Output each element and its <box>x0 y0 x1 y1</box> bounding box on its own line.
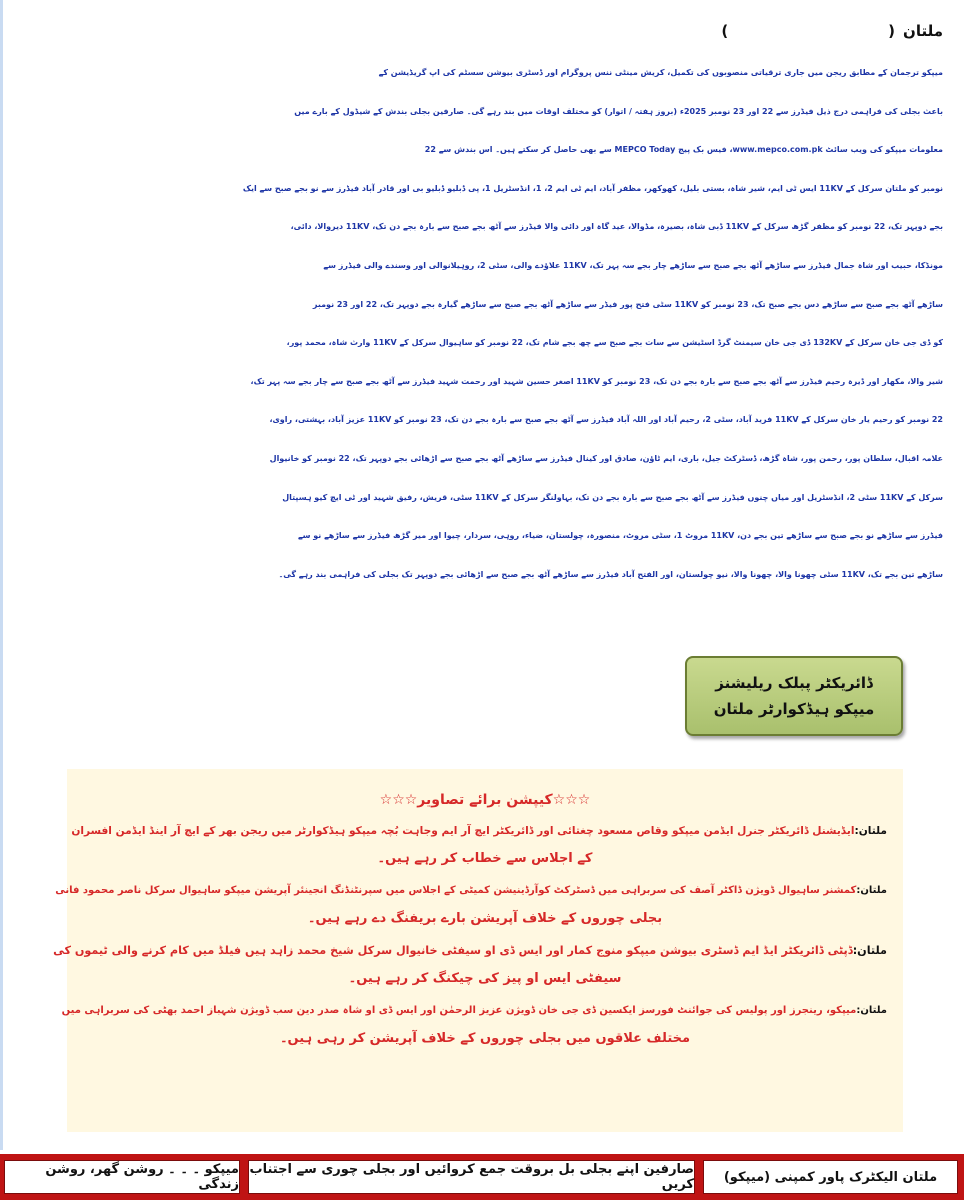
photo-captions-box <box>53 769 903 1132</box>
caption-text: ایڈیشنل ڈائریکٹر جنرل ایڈمن میپکو وقاص مسعود چغتائی اور ڈائریکٹر ایچ آر ایم وجاہت بُچہ میپکو ہیڈکوارٹر میں ریجن بھر کے ایچ آر اینڈ ایڈمن افسران <box>71 825 855 837</box>
captions-title: ☆☆☆کیپشن برائے تصاویر☆☆☆ <box>379 792 591 808</box>
footer-bar <box>0 1154 964 1200</box>
body-line: فیڈرز سے ساڑھے نو بجے صبح سے ساڑھے تین بجے دن، 11KV مروٹ 1، سٹی مروٹ، منصورہ، چولستان، ضیاء، روہی، سردار، چیوا اور میر گڑھ فیڈرز سے ساڑھے نو سے <box>297 531 943 541</box>
caption-place: ملتان: <box>856 885 887 896</box>
body-line: ساڑھے تین بجے تک، 11KV سٹی چھونا والا، چھونا والا، نیو چولستان، اور الفتح آباد فیڈرز سے ساڑھے آٹھ بجے صبح سے اڑھائی بجے دوپہر تک بجلی کی فراہمی بند رہے گی۔ <box>278 569 943 579</box>
signature-title: ڈائریکٹر پبلک ریلیشنز <box>715 674 873 692</box>
body-line: ساڑھے آٹھ بجے صبح سے ساڑھے دس بجے صبح تک، 23 نومبر کو 11KV سٹی فتح پور فیڈر سے ساڑھے آٹھ بجے صبح سے ساڑھے گیارہ بجے دوپہر تک، 22 اور 23 نومبر <box>312 299 943 309</box>
body-line: علامہ اقبال، سلطان پور، رحمن پور، شاہ گڑھ، ڈسٹرکٹ جیل، باری، ایم ٹاؤن، صادق اور کینال فیڈرز سے ساڑھے آٹھ بجے صبح سے اڑھائی بجے دوپہر تک، 22 نومبر کو خانیوال <box>269 453 943 463</box>
body-line: باعث بجلی کی فراہمی درج ذیل فیڈرز سے 22 اور 23 نومبر 2025ء (بروز ہفتہ / اتوار) کو مختلف اوقات میں بند رہے گی۔ صارفین بجلی بندش کے شیڈول کے بارے میں <box>294 106 943 116</box>
caption-place: ملتان: <box>856 1005 887 1016</box>
caption-text: میپکو، رینجرز اور پولیس کی جوائنٹ فورسز ایکسین ڈی جی خان ڈویژن عزیز الرحمٰن اور ایس ڈی او شاہ صدر دین سب ڈویژن شہباز احمد بھٹی کی سربراہی میں <box>61 1005 857 1016</box>
body-line: مونڈکا، حبیب اور شاہ جمال فیڈرز سے ساڑھے آٹھ بجے صبح سے ساڑھے چار بجے سہ پہر تک، 11KV علاؤدے والی، سٹی 2، روہیلانوالی اور وسندے والی فیڈرز سے <box>323 260 943 270</box>
caption-text: ڈپٹی ڈائریکٹر ایڈ ایم ڈسٹری بیوشن میپکو منوج کمار اور ایس ڈی او سیفٹی خانیوال سرکل شیخ محمد زاہد ہیں فیلڈ میں کام کرنے والی ٹیموں کی <box>53 944 853 957</box>
footer-message: صارفین اپنے بجلی بل بروقت جمع کروائیں اور بجلی چوری سے اجتناب کریں <box>249 1162 694 1192</box>
body-line: 22 نومبر کو رحیم یار خان سرکل کے 11KV فرید آباد، سٹی 2، رحیم آباد اور اللہ آباد فیڈرز سے آٹھ بجے صبح سے بارہ بجے دن تک، 23 نومبر کو 11KV عزیز آباد، بہشتی، راوی، <box>269 415 943 425</box>
signature-office: میپکو ہیڈکوارٹر ملتان <box>713 700 875 718</box>
caption-text-continued: بجلی چوروں کے خلاف آپریشن بارے بریفنگ دے رہے ہیں۔ <box>307 911 663 926</box>
footer-slogan: میپکو ۔ ۔ ۔ روشن گھر، روشن زندگی <box>4 1160 240 1194</box>
body-line: میپکو ترجمان کے مطابق ریجن میں جاری ترقیاتی منصوبوں کی تکمیل، کریش مینٹی ننس پروگرام اور ڈسٹری بیوشن سسٹم کی اپ گریڈیشن کے <box>378 68 943 77</box>
caption-text-continued: کے اجلاس سے خطاب کر رہے ہیں۔ <box>377 851 593 866</box>
caption-place: ملتان: <box>854 825 887 837</box>
dateline-bracket-close: ) <box>721 22 729 40</box>
body-line: کو ڈی جی خان سرکل کے 132KV ڈی جی خان سیمنٹ گرڈ اسٹیشن سے سات بجے صبح سے چھ بجے شام تک، 22 نومبر کو ساہیوال سرکل کے 11KV وارث شاہ، محمد پور، <box>286 338 943 348</box>
dateline-place: ملتان <box>903 22 943 40</box>
press-release-body <box>43 54 943 594</box>
caption-text-continued: سیفٹی ایس او پیز کی چیکنگ کر رہے ہیں۔ <box>348 971 622 986</box>
body-line: شیر والا، مکھار اور ڈیرہ رحیم فیڈرز سے آٹھ بجے صبح سے بارہ بجے دن تک، 23 نومبر کو 11KV اصغر حسین شہید اور رحمت شہید فیڈرز سے آٹھ بجے صبح سے چار بجے سہ پہر تک، <box>250 376 943 386</box>
body-line: بجے دوپہر تک، 22 نومبر کو مظفر گڑھ سرکل کے 11KV ڈبی شاہ، بصیرہ، مڈوالا، عید گاہ اور دائی والا فیڈرز سے آٹھ بجے صبح سے بارہ بجے دن تک، 11KV دیروالا، دائی، <box>290 222 943 232</box>
dateline <box>33 22 943 50</box>
caption-place: ملتان: <box>852 944 887 957</box>
caption-text-continued: مختلف علاقوں میں بجلی چوروں کے خلاف آپریشن کر رہی ہیں۔ <box>279 1031 691 1046</box>
dateline-bracket-open: ( <box>888 22 896 40</box>
caption-item <box>55 877 903 933</box>
body-line: نومبر کو ملتان سرکل کے 11KV ایس ٹی ایم، شیر شاہ، بستی بلیل، کھوکھر، مظفر آباد، ایم ٹی ایم 2، 1، انڈسٹریل 1، پی ڈبلیو ڈبلیو بی اور قادر آباد فیڈرز سے نو بجے صبح سے ایک <box>242 183 943 193</box>
footer-company-name: ملتان الیکٹرک پاور کمپنی (میپکو) <box>703 1160 958 1194</box>
caption-item <box>53 937 903 993</box>
caption-text: کمشنر ساہیوال ڈویژن ڈاکٹر آصف کی سربراہی میں ڈسٹرکٹ کوآرڈینیشن کمیٹی کے اجلاس میں سپرنٹنڈنگ انجینئر آپریشن میپکو ساہیوال سرکل ناصر محمود فانی <box>55 885 857 896</box>
body-line: معلومات میپکو کی ویب سائٹ www.mepco.com.pk، فیس بک پیج MEPCO Today سے بھی حاصل کر سکتے ہیں۔ اس بندش سے 22 <box>424 145 943 155</box>
caption-item <box>61 997 903 1053</box>
caption-item <box>67 817 903 873</box>
body-line: سرکل کے 11KV سٹی 2، انڈسٹریل اور میاں چنوں فیڈرز سے آٹھ بجے صبح سے بارہ بجے دن تک، بہاولنگر سرکل کے 11KV سٹی، قریش، رفیق شہید اور ٹی ایچ کیو ہسپتال <box>282 492 943 502</box>
signature-badge <box>685 656 903 736</box>
